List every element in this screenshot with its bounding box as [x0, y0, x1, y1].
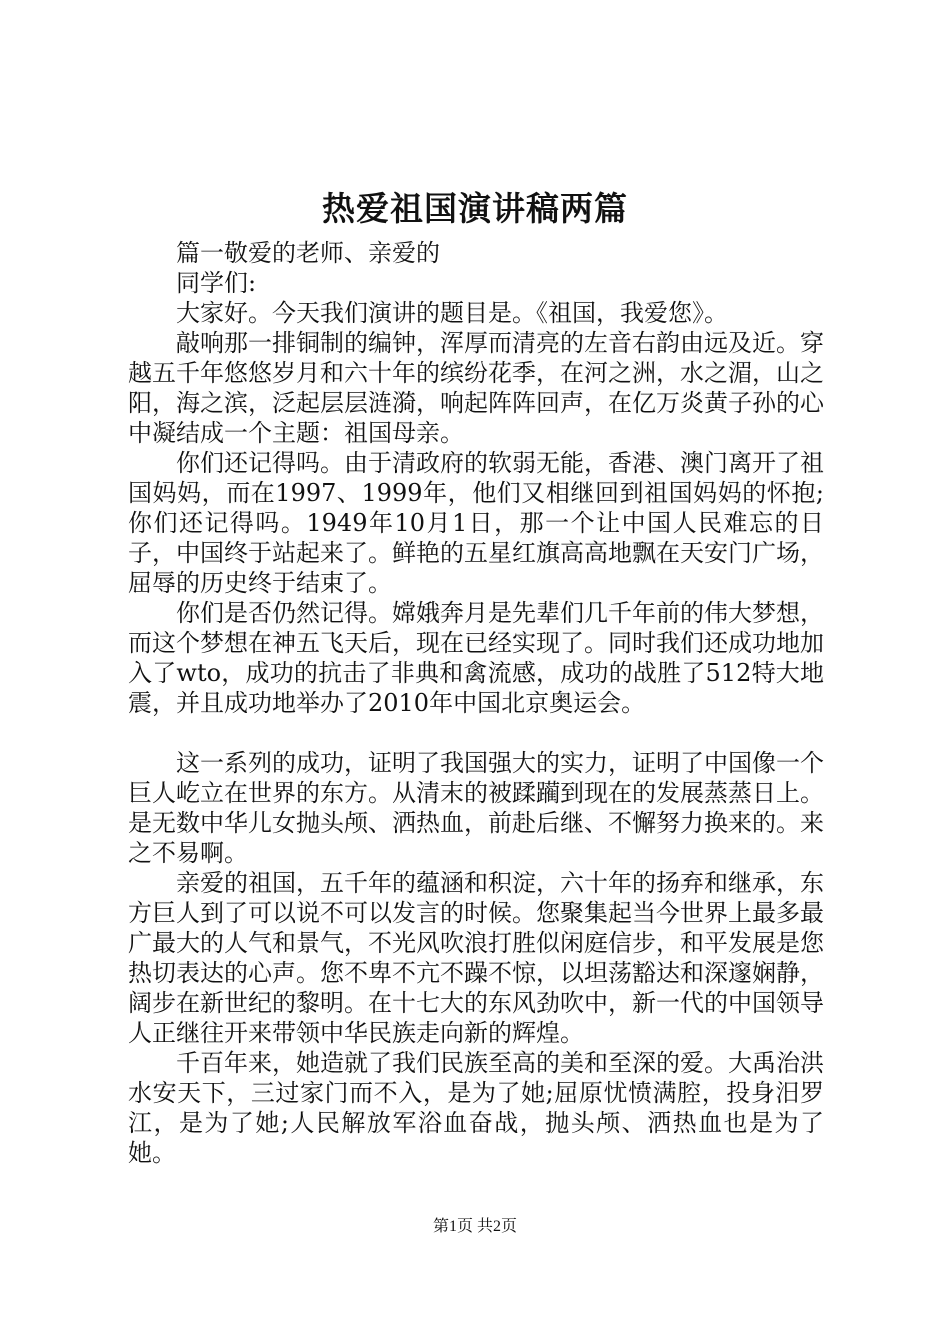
document-title: 热爱祖国演讲稿两篇 [322, 189, 628, 228]
document-body [128, 238, 824, 1168]
paragraph: 你们是否仍然记得。嫦娥奔月是先辈们几千年前的伟大梦想，而这个梦想在神五飞天后，现在已经实现了。同时我们还成功地加入了wto，成功的抗击了非典和禽流感，成功的战胜了512特大地震，并且成功地举办了2010年中国北京奥运会。 [128, 599, 824, 717]
paragraph-salutation: 篇一敬爱的老师、亲爱的 [176, 239, 440, 267]
paragraph: 这一系列的成功，证明了我国强大的实力，证明了中国像一个巨人屹立在世界的东方。从清末的被蹂躏到现在的发展蒸蒸日上。是无数中华儿女抛头颅、洒热血，前赴后继、不懈努力换来的。来之不易啊。 [128, 749, 824, 867]
page-number-footer: 第1页 共2页 [432, 1218, 517, 1235]
paragraph-greeting: 大家好。今天我们演讲的题目是。《祖国，我爱您》。 [176, 299, 728, 327]
paragraph: 你们还记得吗。由于清政府的软弱无能，香港、澳门离开了祖国妈妈，而在1997、1999年，他们又相继回到祖国妈妈的怀抱;你们还记得吗。1949年10月1日，那一个让中国人民难忘的日子，中国终于站起来了。鲜艳的五星红旗高高地飘在天安门广场，屈辱的历史终于结束了。 [128, 449, 824, 597]
paragraph: 亲爱的祖国，五千年的蕴涵和积淀，六十年的扬弃和继承，东方巨人到了可以说不可以发言的时候。您聚集起当今世界上最多最广最大的人气和景气，不光风吹浪打胜似闲庭信步，和平发展是您热切表达的心声。您不卑不亢不躁不惊，以坦荡豁达和深邃娴静，阔步在新世纪的黎明。在十七大的东风劲吹中，新一代的中国领导人正继往开来带领中华民族走向新的辉煌。 [128, 869, 824, 1047]
paragraph-spacer [128, 718, 824, 748]
paragraph-salutation-cont: 同学们: [176, 269, 257, 297]
paragraph: 敲响那一排铜制的编钟，浑厚而清亮的左音右韵由远及近。穿越五千年悠悠岁月和六十年的缤纷花季，在河之洲，水之湄，山之阳，海之滨，泛起层层涟漪，响起阵阵回声，在亿万炎黄子孙的心中凝结成一个主题：祖国母亲。 [128, 329, 824, 447]
paragraph: 千百年来，她造就了我们民族至高的美和至深的爱。大禹治洪水安天下，三过家门而不入，是为了她;屈原忧愤满腔，投身汨罗江，是为了她;人民解放军浴血奋战，抛头颅、洒热血也是为了她。 [128, 1049, 824, 1167]
